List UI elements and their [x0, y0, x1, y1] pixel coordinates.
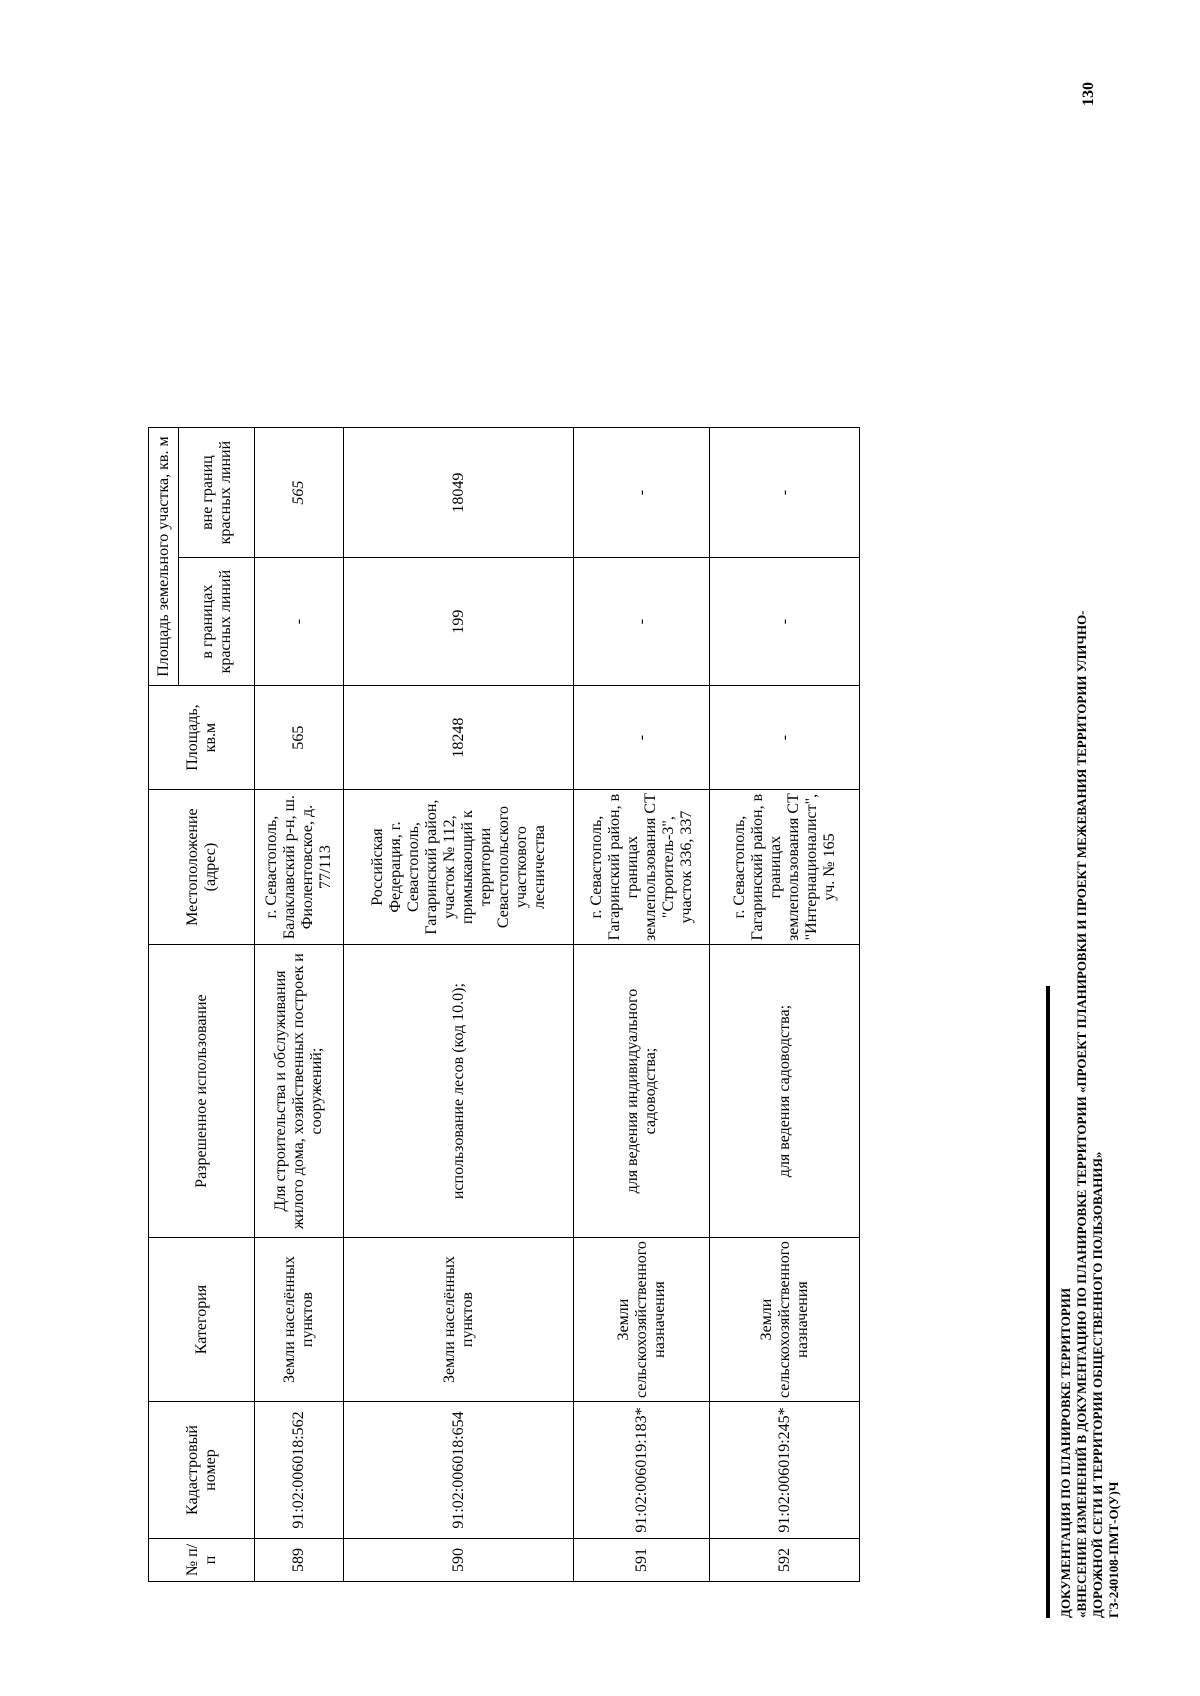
col-header-cadastral: Кадастровый номер — [149, 1402, 255, 1539]
document-header — [1058, 318, 1122, 1618]
cell-category: Земли населённых пунктов — [255, 1238, 344, 1402]
col-header-num: № п/п — [149, 1539, 255, 1582]
col-header-land-area: Площадь земельного участка, кв. м — [149, 428, 179, 686]
cell-cadastral: 91:02:006018:654 — [344, 1402, 574, 1539]
cell-area: - — [710, 686, 860, 790]
cell-num: 591 — [574, 1539, 710, 1582]
col-header-use: Разрешенное использование — [149, 945, 255, 1238]
cell-location: г. Севастополь, Балаклавский р-н, ш. Фиолентовское, д. 77/113 — [255, 790, 344, 945]
header-line-1: ДОКУМЕНТАЦИЯ ПО ПЛАНИРОВКЕ ТЕРРИТОРИИ — [1058, 1287, 1073, 1618]
cell-num: 590 — [344, 1539, 574, 1582]
cell-use: для ведения индивидуального садоводства; — [574, 945, 710, 1238]
table-row — [344, 428, 574, 1582]
header-line-4: ГЗ-240108-ПМТ-О(У)Ч — [1106, 1481, 1121, 1618]
header-line-3: ДОРОЖНОЙ СЕТИ И ТЕРРИТОРИИ ОБЩЕСТВЕННОГО ПОЛЬЗОВАНИЯ» — [1090, 1151, 1105, 1618]
cell-num: 592 — [710, 1539, 860, 1582]
header-divider — [1046, 986, 1050, 1618]
cell-use: для ведения садоводства; — [710, 945, 860, 1238]
header-line-2: «ВНЕСЕНИЕ ИЗМЕНЕНИЙ В ДОКУМЕНТАЦИЮ ПО ПЛАНИРОВКЕ ТЕРРИТОРИИ «ПРОЕКТ ПЛАНИРОВКИ И ПРОЕКТ МЕЖЕВАНИЯ ТЕРРИТОРИИ УЛИЧНО- — [1074, 610, 1089, 1618]
cell-location: г. Севастополь, Гагаринский район, в границах землепользования СТ "Интернационалист", уч. № 165 — [710, 790, 860, 945]
cell-outside: 565 — [255, 428, 344, 558]
cell-within: - — [574, 558, 710, 686]
page-number: 130 — [1080, 82, 1097, 106]
col-header-location: Местоположение (адрес) — [149, 790, 255, 945]
col-header-outside: вне границ красных линий — [179, 428, 255, 558]
cell-use: использование лесов (код 10.0); — [344, 945, 574, 1238]
cell-area: - — [574, 686, 710, 790]
cell-within: - — [255, 558, 344, 686]
col-header-category: Категория — [149, 1238, 255, 1402]
cell-area: 18248 — [344, 686, 574, 790]
cell-outside: 18049 — [344, 428, 574, 558]
cell-category: Земли сельскохозяйственного назначения — [574, 1238, 710, 1402]
col-header-within: в границах красных линий — [179, 558, 255, 686]
table-row — [255, 428, 344, 1582]
cell-within: - — [710, 558, 860, 686]
cell-category: Земли населённых пунктов — [344, 1238, 574, 1402]
cell-area: 565 — [255, 686, 344, 790]
cell-cadastral: 91:02:006019:245* — [710, 1402, 860, 1539]
cell-num: 589 — [255, 1539, 344, 1582]
table-row — [574, 428, 710, 1582]
cell-within: 199 — [344, 558, 574, 686]
cell-category: Земли сельскохозяйственного назначения — [710, 1238, 860, 1402]
table-row — [710, 428, 860, 1582]
cell-use: Для строительства и обслуживания жилого дома, хозяйственных построек и сооружений; — [255, 945, 344, 1238]
cell-location: Российская Федерация, г. Севастополь, Гагаринский район, участок № 112, примыкающий к территории Севастопольского участкового лесничества — [344, 790, 574, 945]
cell-outside: - — [574, 428, 710, 558]
cell-cadastral: 91:02:006019:183* — [574, 1402, 710, 1539]
cell-outside: - — [710, 428, 860, 558]
land-plot-table — [148, 427, 860, 1582]
col-header-area: Площадь, кв.м — [149, 686, 255, 790]
cell-location: г. Севастополь, Гагаринский район, в границах землепользования СТ "Строитель-3", участок 336, 337 — [574, 790, 710, 945]
cell-cadastral: 91:02:006018:562 — [255, 1402, 344, 1539]
